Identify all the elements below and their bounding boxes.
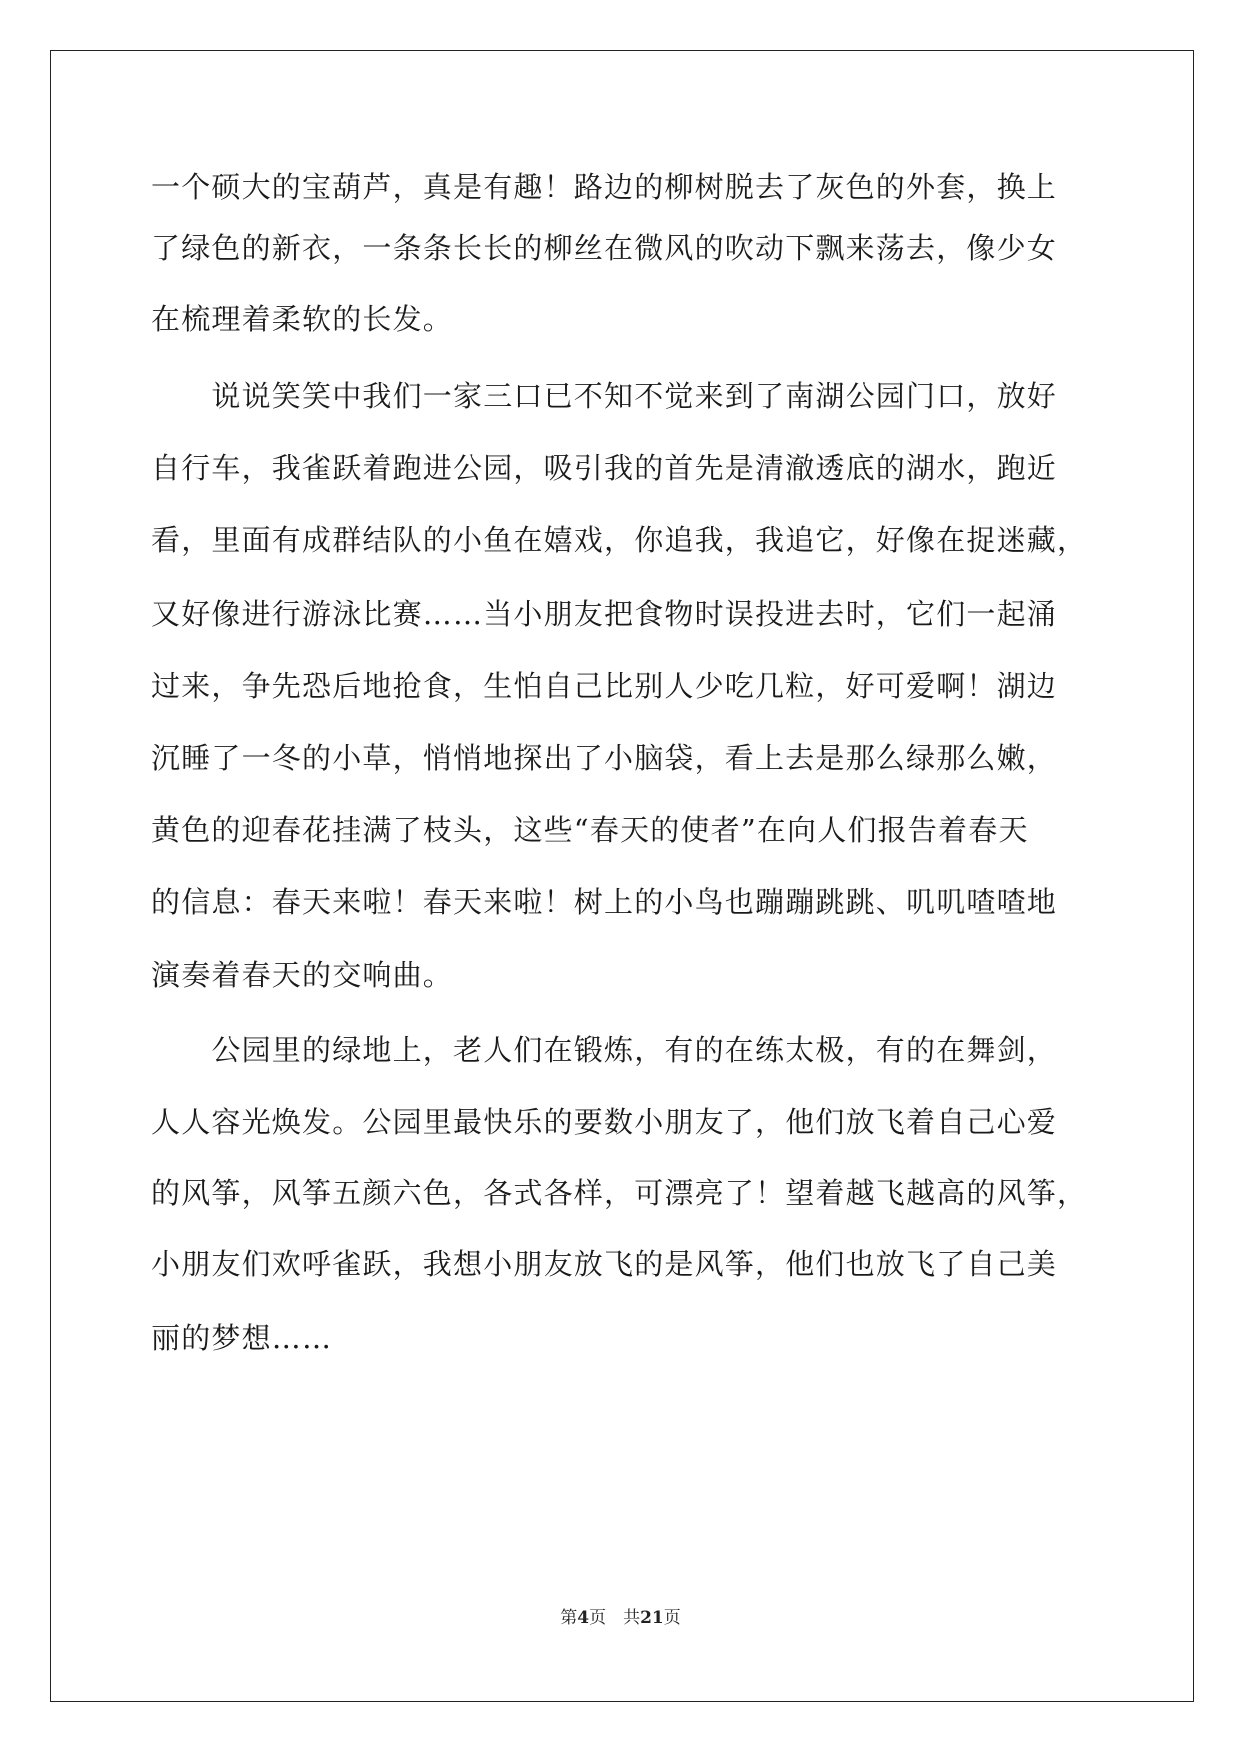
page-number: 4: [577, 1608, 590, 1628]
text-line: 的信息：春天来啦！春天来啦！树上的小鸟也蹦蹦跳跳、叽叽喳喳地: [151, 885, 1058, 919]
total-pages: 21: [640, 1608, 664, 1628]
text-line: 的风筝，风筝五颜六色，各式各样，可漂亮了！望着越飞越高的风筝，: [151, 1176, 1088, 1210]
text-line: 人人容光焕发。公园里最快乐的要数小朋友了，他们放飞着自己心爱: [151, 1105, 1058, 1139]
text-line: 一个硕大的宝葫芦，真是有趣！路边的柳树脱去了灰色的外套，换上: [151, 170, 1058, 204]
text-line: 看，里面有成群结队的小鱼在嬉戏，你追我，我追它，好像在捉迷藏，: [151, 523, 1088, 557]
text-line: 说说笑笑中我们一家三口已不知不觉来到了南湖公园门口，放好: [151, 379, 1058, 413]
text-line: 在梳理着柔软的长发。: [151, 302, 454, 336]
text-line: 丽的梦想……: [151, 1321, 333, 1355]
page-prefix: 第: [560, 1608, 578, 1628]
text-line: 了绿色的新衣，一条条长长的柳丝在微风的吹动下飘来荡去，像少女: [151, 231, 1058, 265]
page-footer: [0, 1606, 1241, 1630]
text-line: 小朋友们欢呼雀跃，我想小朋友放飞的是风筝，他们也放飞了自己美: [151, 1247, 1058, 1281]
total-prefix: 共: [623, 1608, 641, 1628]
text-line: 沉睡了一冬的小草，悄悄地探出了小脑袋，看上去是那么绿那么嫩，: [151, 741, 1058, 775]
page-border: [50, 50, 1194, 1702]
text-line: 公园里的绿地上，老人们在锻炼，有的在练太极，有的在舞剑，: [151, 1033, 1058, 1067]
text-line: 过来，争先恐后地抢食，生怕自己比别人少吃几粒，好可爱啊！湖边: [151, 669, 1058, 703]
total-unit: 页: [663, 1608, 681, 1628]
text-line: 黄色的迎春花挂满了枝头，这些“春天的使者”在向人们报告着春天: [151, 813, 1029, 847]
text-line: 又好像进行游泳比赛……当小朋友把食物时误投进去时，它们一起涌: [151, 597, 1058, 631]
page-unit: 页: [589, 1608, 607, 1628]
text-line: 演奏着春天的交响曲。: [151, 958, 454, 992]
text-line: 自行车，我雀跃着跑进公园，吸引我的首先是清澈透底的湖水，跑近: [151, 451, 1058, 485]
